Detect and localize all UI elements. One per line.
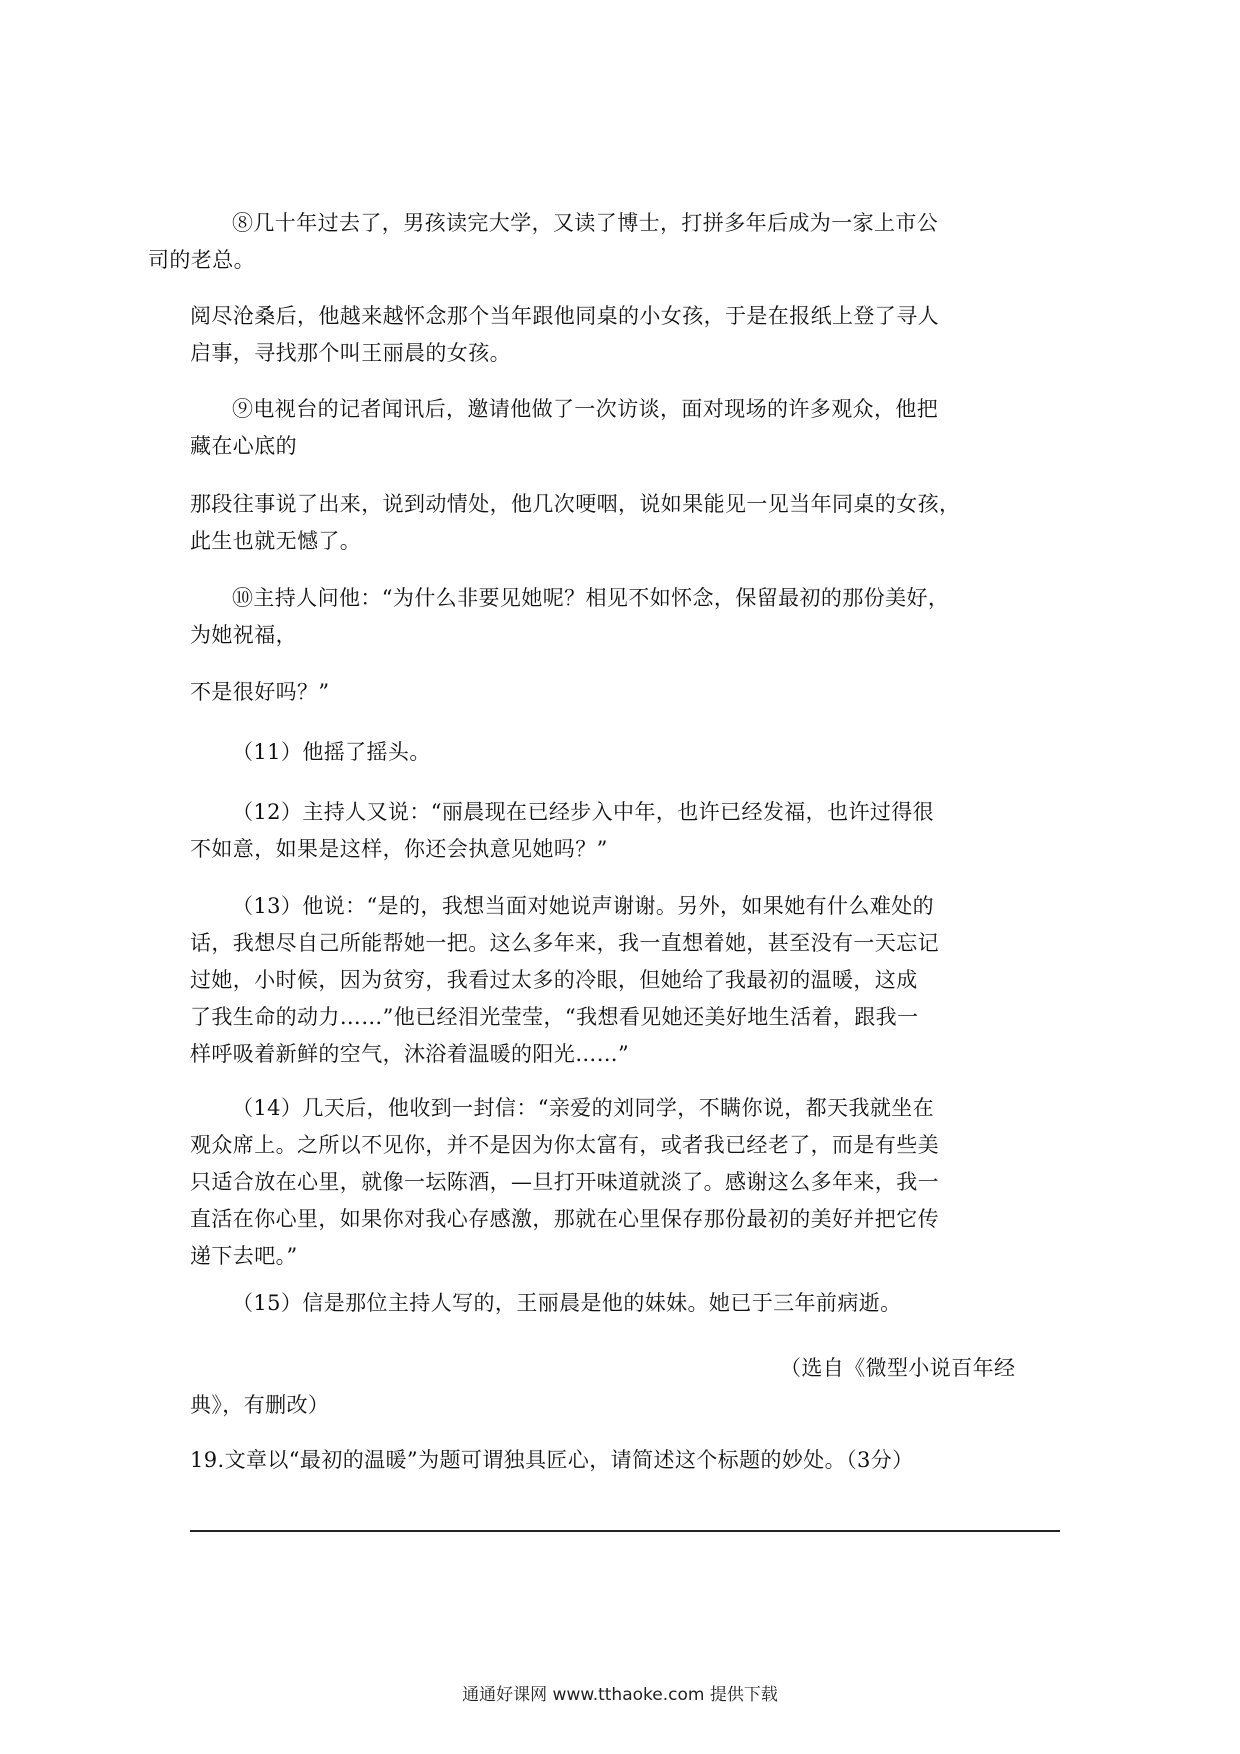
text-line: 阅尽沧桑后，他越来越怀念那个当年跟他同桌的小女孩，于是在报纸上登了寻人 [190, 304, 939, 328]
text-line: 话，我想尽自己所能帮她一把。这么多年来，我一直想着她，甚至没有一天忘记 [190, 931, 939, 955]
text-line: 过她，小时候，因为贫穷，我看过太多的冷眼，但她给了我最初的温暖，这成 [190, 968, 918, 992]
text-line: ⑨电视台的记者闻讯后，邀请他做了一次访谈，面对现场的许多观众，他把 [232, 397, 939, 421]
text-line: 启事，寻找那个叫王丽晨的女孩。 [190, 341, 511, 365]
text-line: 了我生命的动力……”他已经泪光莹莹，“我想看见她还美好地生活着，跟我一 [190, 1005, 919, 1029]
text-line: 观众席上。之所以不见你，并不是因为你太富有，或者我已经老了，而是有些美 [190, 1133, 939, 1157]
text-line: （13）他说：“是的，我想当面对她说声谢谢。另外，如果她有什么难处的 [232, 894, 935, 918]
paragraph-10 [190, 580, 1060, 654]
text-line: （14）几天后，他收到一封信：“亲爱的刘同学，不瞒你说，都天我就坐在 [232, 1096, 935, 1120]
paragraph-14 [190, 1090, 1060, 1275]
source-citation [190, 1350, 1060, 1424]
text-line: 司的老总。 [148, 248, 255, 272]
text-line: 典》，有删改） [190, 1393, 330, 1417]
text-line: 直活在你心里，如果你对我心存感激，那就在心里保存那份最初的美好并把它传 [190, 1207, 939, 1231]
paragraph-15 [190, 1285, 1060, 1322]
text-line: （12）主持人又说：“丽晨现在已经步入中年，也许已经发福，也许过得很 [232, 800, 935, 824]
text-line: 19.文章以“最初的温暖”为题可谓独具匠心，请简述这个标题的妙处。（3分） [190, 1448, 914, 1472]
text-line: 此生也就无憾了。 [190, 529, 362, 553]
text-line: ⑩主持人问他：“为什么非要见她呢？相见不如怀念，保留最初的那份美好， [232, 586, 950, 610]
text-line: ⑧几十年过去了，男孩读完大学，又读了博士，打拼多年后成为一家上市公 [232, 211, 939, 235]
paragraph-8-continued [190, 298, 1060, 372]
text-line: （选自《微型小说百年经 [780, 1356, 1016, 1380]
paragraph-13 [190, 888, 1060, 1073]
text-line: 只适合放在心里，就像一坛陈酒，—旦打开味道就淡了。感谢这么多年来，我一 [190, 1170, 939, 1194]
paragraph-8 [148, 205, 1060, 279]
answer-line [190, 1530, 1060, 1532]
text-line: 样呼吸着新鲜的空气，沐浴着温暖的阳光……” [190, 1042, 630, 1066]
paragraph-9-continued [190, 486, 1060, 560]
text-line: （15）信是那位主持人写的，王丽晨是他的妹妹。她已于三年前病逝。 [232, 1291, 902, 1315]
question-19 [190, 1442, 1060, 1479]
text-line: （11）他摇了摇头。 [232, 740, 431, 764]
paragraph-11 [190, 734, 1060, 771]
text-line: 递下去吧。” [190, 1244, 298, 1268]
paragraph-9 [190, 391, 1060, 465]
text-line: 藏在心底的 [190, 434, 297, 458]
footer-text: 通通好课网 www.tthaoke.com 提供下载 [462, 1685, 778, 1705]
text-line: 为她祝福， [190, 623, 297, 647]
text-line: 不如意，如果是这样，你还会执意见她吗？” [190, 837, 608, 861]
text-line: 那段往事说了出来，说到动情处，他几次哽咽，说如果能见一见当年同桌的女孩， [190, 492, 961, 516]
paragraph-10-continued [190, 674, 1060, 711]
paragraph-12 [190, 794, 1060, 868]
text-line: 不是很好吗？” [190, 680, 330, 704]
